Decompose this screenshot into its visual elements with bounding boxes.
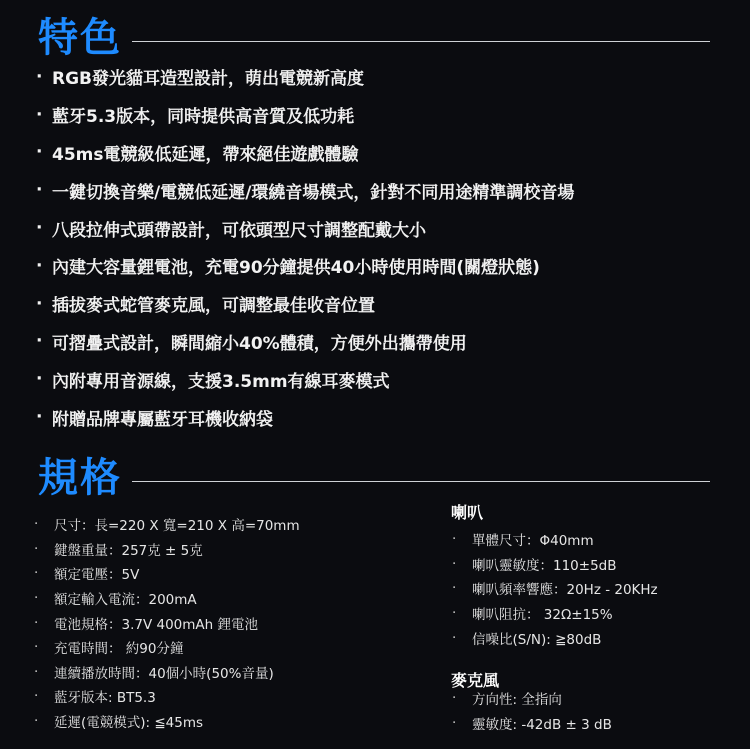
spec-item	[34, 586, 300, 611]
feature-item	[36, 96, 574, 134]
feature-item	[36, 58, 574, 96]
bullet-dot: ·	[34, 516, 39, 533]
feature-text: 插拔麥式蛇管麥克風，可調整最佳收音位置	[52, 296, 375, 317]
spec-text: 方向性: 全指向	[472, 692, 562, 709]
bullet-dot: ·	[36, 142, 43, 163]
bullet-dot: ·	[34, 540, 39, 557]
spec-item	[452, 576, 658, 601]
bullet-dot: ·	[36, 369, 43, 390]
spec-text: 喇叭阻抗： 32Ω±15%	[472, 607, 613, 624]
bullet-dot: ·	[36, 255, 43, 276]
spec-text: 靈敏度: -42dB ± 3 dB	[472, 716, 612, 733]
spec-text: 單體尺寸：Φ40mm	[472, 533, 594, 550]
feature-text: RGB發光貓耳造型設計，萌出電競新高度	[52, 69, 365, 90]
feature-item	[36, 323, 574, 361]
bullet-dot: ·	[36, 293, 43, 314]
bullet-dot: ·	[34, 688, 39, 705]
spec-text: 信噪比(S/N): ≧80dB	[472, 631, 602, 648]
features-title: 特色	[38, 15, 122, 61]
mic-specs-list	[452, 686, 612, 735]
bullet-dot: ·	[34, 590, 39, 607]
feature-text: 內建大容量鋰電池，充電90分鐘提供40小時使用時間(關燈狀態)	[52, 258, 540, 279]
bullet-dot: ·	[36, 104, 43, 125]
spec-item	[452, 601, 658, 626]
spec-item	[452, 686, 612, 711]
spec-text: 充電時間： 約90分鐘	[54, 641, 184, 658]
feature-text: 內附專用音源線，支援3.5mm有線耳麥模式	[52, 371, 390, 392]
feature-text: 附贈品牌專屬藍牙耳機收納袋	[52, 409, 273, 430]
spec-text: 尺寸：長=220 X 寬=210 X 高=70mm	[54, 518, 300, 535]
features-divider	[132, 41, 710, 42]
spec-item	[34, 709, 300, 734]
bullet-dot: ·	[34, 713, 39, 730]
bullet-dot: ·	[452, 690, 457, 707]
bullet-dot: ·	[452, 605, 457, 622]
features-list	[36, 58, 574, 436]
spec-text: 額定電壓：5V	[54, 567, 140, 584]
spec-item	[452, 552, 658, 577]
specs-divider	[132, 481, 710, 482]
bullet-dot: ·	[36, 218, 43, 239]
feature-item	[36, 171, 574, 209]
specs-title: 規格	[38, 455, 122, 501]
feature-item	[36, 360, 574, 398]
spec-text: 鍵盤重量：257克 ± 5克	[54, 542, 203, 559]
spec-item	[452, 625, 658, 650]
bullet-dot: ·	[36, 331, 43, 352]
feature-item	[36, 285, 574, 323]
spec-item	[452, 711, 612, 736]
feature-item	[36, 247, 574, 285]
feature-text: 八段拉伸式頭帶設計，可依頭型尺寸調整配戴大小	[52, 220, 426, 241]
spec-text: 額定輸入電流：200mA	[54, 592, 197, 609]
spec-item	[34, 660, 300, 685]
spec-text: 延遲(電競模式): ≦45ms	[54, 715, 204, 732]
bullet-dot: ·	[34, 565, 39, 582]
bullet-dot: ·	[36, 66, 43, 87]
spec-item	[34, 537, 300, 562]
spec-text: 電池規格：3.7V 400mAh 鋰電池	[54, 616, 258, 633]
spec-text: 藍牙版本: BT5.3	[54, 690, 156, 707]
bullet-dot: ·	[34, 639, 39, 656]
bullet-dot: ·	[34, 614, 39, 631]
bullet-dot: ·	[452, 714, 457, 731]
feature-text: 可摺疊式設計，瞬間縮小40%體積，方便外出攜帶使用	[52, 333, 467, 354]
features-header	[38, 15, 710, 61]
bullet-dot: ·	[452, 629, 457, 646]
feature-item	[36, 209, 574, 247]
bullet-dot: ·	[36, 407, 43, 428]
bullet-dot: ·	[452, 555, 457, 572]
speaker-specs-list	[452, 527, 658, 650]
spec-item	[34, 561, 300, 586]
bullet-dot: ·	[452, 580, 457, 597]
spec-text: 喇叭靈敏度：110±5dB	[472, 557, 617, 574]
feature-text: 藍牙5.3版本，同時提供高音質及低功耗	[52, 107, 355, 128]
feature-text: 45ms電競級低延遲，帶來絕佳遊戲體驗	[52, 144, 359, 165]
spec-text: 喇叭頻率響應：20Hz - 20KHz	[472, 582, 658, 599]
mic-section-title: 麥克風	[451, 671, 500, 690]
speaker-section-title: 喇叭	[451, 503, 484, 522]
spec-item	[34, 684, 300, 709]
spec-item	[34, 635, 300, 660]
spec-item	[452, 527, 658, 552]
spec-item	[34, 512, 300, 537]
spec-item	[34, 610, 300, 635]
bullet-dot: ·	[452, 531, 457, 548]
feature-item	[36, 398, 574, 436]
bullet-dot: ·	[36, 180, 43, 201]
specs-header	[38, 455, 710, 501]
general-specs-list	[34, 512, 300, 733]
feature-item	[36, 134, 574, 172]
bullet-dot: ·	[34, 663, 39, 680]
feature-text: 一鍵切換音樂/電競低延遲/環繞音場模式，針對不同用途精準調校音場	[52, 182, 575, 203]
spec-text: 連續播放時間：40個小時(50%音量)	[54, 665, 274, 682]
